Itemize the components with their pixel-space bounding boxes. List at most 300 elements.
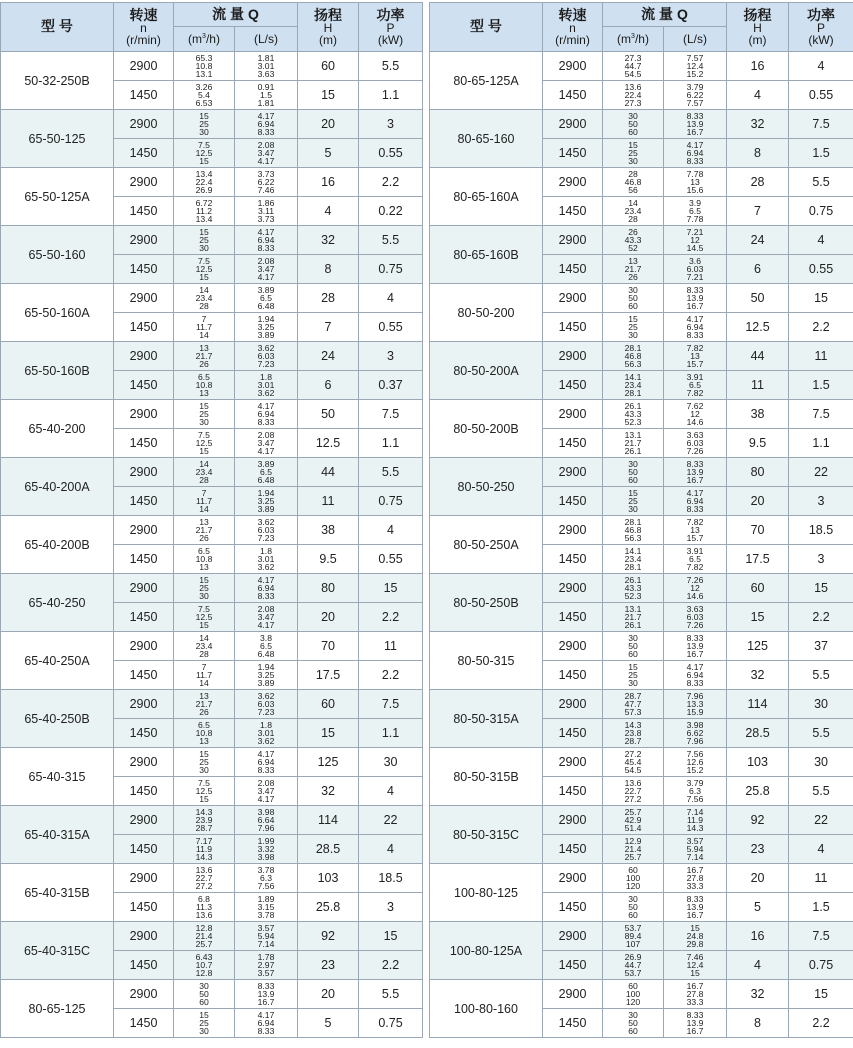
- head-cell: 17.5: [298, 661, 359, 690]
- head-cell: 15: [727, 603, 789, 632]
- flow-value: 14: [199, 330, 209, 340]
- flow-value: 6.94: [257, 757, 275, 767]
- speed-cell: 1450: [543, 1009, 603, 1038]
- flow-value: 3.01: [257, 554, 275, 564]
- flow-value: 13.3: [686, 699, 704, 709]
- flow-value: 1.81: [257, 98, 275, 108]
- flow-value: 14.1: [624, 546, 642, 556]
- model-cell: 100-80-160: [430, 980, 543, 1038]
- flow-ls-cell: [235, 400, 298, 429]
- flow-ls-cell: [235, 864, 298, 893]
- flow-value: 12.5: [195, 264, 213, 274]
- flow-m3h-cell: [174, 893, 235, 922]
- flow-value: 13: [199, 562, 209, 572]
- flow-value: 3.01: [257, 728, 275, 738]
- flow-value: 7.26: [686, 446, 704, 456]
- flow-value: 10.8: [195, 61, 213, 71]
- flow-value: 3.25: [257, 670, 275, 680]
- flow-m3h-cell: [174, 284, 235, 313]
- power-cell: 37: [789, 632, 853, 661]
- flow-value: 6.94: [257, 235, 275, 245]
- flow-value: 27.3: [624, 53, 642, 63]
- head-cell: 20: [727, 864, 789, 893]
- head-cell: 60: [727, 574, 789, 603]
- flow-value: 6.03: [257, 699, 275, 709]
- flow-value: 4.17: [686, 140, 704, 150]
- flow-m3h-cell: [174, 516, 235, 545]
- flow-value: 1.81: [257, 53, 275, 63]
- flow-value: 13: [690, 351, 700, 361]
- speed-cell: 1450: [114, 313, 174, 342]
- head-cell: 32: [727, 980, 789, 1009]
- flow-value: 15: [199, 156, 209, 166]
- flow-value: 50: [628, 293, 638, 303]
- flow-value: 13: [199, 691, 209, 701]
- flow-value: 45.4: [624, 757, 642, 767]
- flow-value: 7.56: [686, 749, 704, 759]
- flow-value: 7.62: [686, 401, 704, 411]
- flow-value: 13.9: [257, 989, 275, 999]
- speed-cell: 2900: [543, 748, 603, 777]
- head-cell: 20: [727, 487, 789, 516]
- model-cell: 65-40-315C: [1, 922, 114, 980]
- flow-value: 6.5: [198, 546, 210, 556]
- flow-value: 14.3: [195, 807, 213, 817]
- flow-ls-cell: [664, 748, 727, 777]
- flow-value: 6.48: [257, 475, 275, 485]
- head-cell: 8: [298, 255, 359, 284]
- model-cell: 65-40-315B: [1, 864, 114, 922]
- flow-m3h-cell: [603, 574, 664, 603]
- model-cell: 65-50-160: [1, 226, 114, 284]
- power-cell: 0.55: [789, 81, 853, 110]
- flow-value: 14: [199, 504, 209, 514]
- flow-ls-cell: [235, 516, 298, 545]
- flow-value: 30: [628, 504, 638, 514]
- flow-value: 6.43: [195, 952, 213, 962]
- flow-value: 13.9: [686, 119, 704, 129]
- head-cell: 6: [727, 255, 789, 284]
- head-cell: 60: [298, 690, 359, 719]
- flow-m3h-cell: [174, 806, 235, 835]
- flow-value: 12.6: [686, 757, 704, 767]
- flow-value: 6.03: [686, 612, 704, 622]
- head-cell: 11: [298, 487, 359, 516]
- flow-value: 12.9: [624, 836, 642, 846]
- head-cell: 24: [298, 342, 359, 371]
- power-cell: 7.5: [789, 110, 853, 139]
- table-row: [1, 52, 423, 81]
- table-row: [430, 226, 853, 255]
- flow-value: 5.94: [257, 931, 275, 941]
- model-cell: 80-50-315A: [430, 690, 543, 748]
- head-cell: 103: [298, 864, 359, 893]
- flow-ls-cell: [235, 342, 298, 371]
- flow-ls-cell: [664, 255, 727, 284]
- power-cell: 5.5: [359, 458, 423, 487]
- flow-value: 16.7: [686, 910, 704, 920]
- head-cell: 125: [298, 748, 359, 777]
- flow-value: 42.9: [624, 815, 642, 825]
- model-cell: 65-50-125A: [1, 168, 114, 226]
- flow-value: 7.96: [257, 823, 275, 833]
- flow-value: 8.33: [257, 591, 275, 601]
- flow-ls-cell: [664, 168, 727, 197]
- flow-value: 14: [199, 633, 209, 643]
- flow-value: 46.8: [624, 177, 642, 187]
- flow-value: 15.9: [686, 707, 704, 717]
- flow-value: 25.7: [624, 852, 642, 862]
- flow-value: 30: [628, 678, 638, 688]
- flow-value: 6.62: [686, 728, 704, 738]
- speed-cell: 1450: [114, 139, 174, 168]
- flow-value: 15: [628, 488, 638, 498]
- flow-value: 4.17: [257, 111, 275, 121]
- table-row: [430, 922, 853, 951]
- flow-value: 21.7: [195, 351, 213, 361]
- flow-value: 28.7: [624, 691, 642, 701]
- flow-ls-cell: [664, 603, 727, 632]
- flow-value: 44.7: [624, 61, 642, 71]
- flow-m3h-cell: [174, 371, 235, 400]
- flow-value: 3.98: [257, 852, 275, 862]
- speed-cell: 2900: [114, 110, 174, 139]
- head-cell: 4: [727, 81, 789, 110]
- speed-cell: 2900: [543, 690, 603, 719]
- flow-value: 3.8: [260, 633, 272, 643]
- flow-ls-cell: [235, 835, 298, 864]
- flow-value: 24.8: [686, 931, 704, 941]
- flow-value: 4.17: [257, 794, 275, 804]
- flow-m3h-cell: [603, 139, 664, 168]
- flow-value: 23.8: [624, 728, 642, 738]
- flow-value: 15.6: [686, 185, 704, 195]
- head-cell: 32: [298, 777, 359, 806]
- power-cell: 2.2: [789, 603, 853, 632]
- flow-value: 30: [628, 285, 638, 295]
- flow-value: 3.47: [257, 438, 275, 448]
- model-cell: 65-40-200B: [1, 516, 114, 574]
- table-row: [1, 400, 423, 429]
- flow-value: 13: [199, 736, 209, 746]
- flow-value: 10.8: [195, 380, 213, 390]
- flow-ls-cell: [664, 458, 727, 487]
- flow-value: 7.46: [257, 185, 275, 195]
- flow-ls-cell: [235, 632, 298, 661]
- flow-value: 11.7: [195, 670, 213, 680]
- head-cell: 9.5: [298, 545, 359, 574]
- speed-cell: 2900: [543, 52, 603, 81]
- flow-value: 30: [628, 1010, 638, 1020]
- speed-cell: 1450: [543, 777, 603, 806]
- head-cell: 5: [298, 139, 359, 168]
- model-cell: 65-40-315A: [1, 806, 114, 864]
- flow-value: 12: [690, 409, 700, 419]
- head-cell: 7: [298, 313, 359, 342]
- head-cell: 20: [298, 980, 359, 1009]
- flow-m3h-cell: [174, 1009, 235, 1038]
- flow-value: 1.99: [257, 836, 275, 846]
- flow-ls-cell: [235, 922, 298, 951]
- flow-ls-cell: [235, 806, 298, 835]
- flow-value: 7.5: [198, 778, 210, 788]
- flow-value: 3.47: [257, 148, 275, 158]
- flow-value: 4.17: [257, 227, 275, 237]
- flow-value: 2.97: [257, 960, 275, 970]
- flow-value: 7.5: [198, 140, 210, 150]
- head-cell: 20: [298, 110, 359, 139]
- flow-m3h-cell: [603, 81, 664, 110]
- speed-cell: 2900: [114, 342, 174, 371]
- flow-value: 28: [628, 214, 638, 224]
- power-cell: 2.2: [359, 951, 423, 980]
- flow-m3h-cell: [174, 603, 235, 632]
- flow-m3h-cell: [174, 168, 235, 197]
- flow-value: 8.33: [257, 765, 275, 775]
- flow-value: 1.5: [260, 90, 272, 100]
- flow-value: 8.33: [257, 127, 275, 137]
- flow-m3h-cell: [174, 255, 235, 284]
- flow-value: 15.2: [686, 765, 704, 775]
- flow-value: 3.78: [257, 910, 275, 920]
- flow-value: 27.2: [195, 881, 213, 891]
- power-cell: 4: [359, 777, 423, 806]
- speed-cell: 2900: [543, 864, 603, 893]
- flow-value: 27.3: [624, 98, 642, 108]
- flow-value: 7.82: [686, 388, 704, 398]
- head-cell: 50: [727, 284, 789, 313]
- table-row: [1, 342, 423, 371]
- flow-value: 14.3: [624, 720, 642, 730]
- flow-ls-cell: [664, 429, 727, 458]
- speed-cell: 2900: [114, 632, 174, 661]
- flow-value: 23.4: [624, 554, 642, 564]
- speed-cell: 2900: [543, 806, 603, 835]
- flow-ls-cell: [664, 545, 727, 574]
- flow-value: 7.17: [195, 836, 213, 846]
- speed-cell: 2900: [114, 226, 174, 255]
- speed-cell: 2900: [543, 400, 603, 429]
- flow-value: 7.96: [686, 736, 704, 746]
- flow-m3h-cell: [603, 719, 664, 748]
- speed-cell: 2900: [114, 284, 174, 313]
- head-cell: 103: [727, 748, 789, 777]
- flow-value: 28.7: [624, 736, 642, 746]
- flow-value: 4.17: [257, 401, 275, 411]
- head-cell: 28: [727, 168, 789, 197]
- flow-value: 2.08: [257, 778, 275, 788]
- flow-ls-cell: [235, 168, 298, 197]
- head-cell: 4: [298, 197, 359, 226]
- flow-value: 15: [690, 968, 700, 978]
- head-cell: 92: [298, 922, 359, 951]
- flow-value: 14: [199, 678, 209, 688]
- flow-value: 51.4: [624, 823, 642, 833]
- flow-value: 13.1: [624, 430, 642, 440]
- speed-cell: 1450: [543, 255, 603, 284]
- flow-value: 12.5: [195, 786, 213, 796]
- flow-value: 3.62: [257, 562, 275, 572]
- flow-value: 57.3: [624, 707, 642, 717]
- flow-ls-cell: [664, 922, 727, 951]
- flow-value: 7.46: [686, 952, 704, 962]
- speed-cell: 1450: [114, 835, 174, 864]
- head-cell: 38: [727, 400, 789, 429]
- flow-value: 3.63: [257, 69, 275, 79]
- power-cell: 15: [789, 980, 853, 1009]
- flow-value: 6.3: [260, 873, 272, 883]
- flow-value: 25.7: [195, 939, 213, 949]
- table-header: [430, 3, 853, 52]
- flow-value: 25: [628, 322, 638, 332]
- table-row: [1, 806, 423, 835]
- flow-m3h-cell: [603, 255, 664, 284]
- flow-m3h-cell: [174, 719, 235, 748]
- flow-value: 7.5: [198, 256, 210, 266]
- flow-ls-cell: [664, 284, 727, 313]
- flow-value: 6.64: [257, 815, 275, 825]
- power-cell: 5.5: [359, 980, 423, 1009]
- flow-m3h-cell: [174, 777, 235, 806]
- model-cell: 80-65-160B: [430, 226, 543, 284]
- flow-ls-cell: [235, 777, 298, 806]
- speed-cell: 2900: [114, 574, 174, 603]
- flow-m3h-header: $(m^3/h)$: [174, 27, 235, 52]
- flow-value: 21.7: [624, 264, 642, 274]
- speed-cell: 2900: [114, 922, 174, 951]
- flow-value: 15: [628, 140, 638, 150]
- flow-m3h-cell: [174, 52, 235, 81]
- flow-value: 3.25: [257, 496, 275, 506]
- flow-value: 6.94: [686, 670, 704, 680]
- head-cell: 32: [298, 226, 359, 255]
- flow-value: 100: [625, 873, 641, 883]
- flow-value: 43.3: [624, 235, 642, 245]
- flow-ls-cell: [235, 487, 298, 516]
- flow-value: 30: [628, 156, 638, 166]
- flow-value: 3.32: [257, 844, 275, 854]
- flow-value: 50: [628, 119, 638, 129]
- flow-value: 25: [199, 235, 209, 245]
- flow-value: 3.89: [257, 504, 275, 514]
- speed-cell: 2900: [543, 516, 603, 545]
- flow-value: 23.9: [195, 815, 213, 825]
- model-cell: 100-80-125: [430, 864, 543, 922]
- flow-value: 3.47: [257, 786, 275, 796]
- flow-m3h-cell: [174, 661, 235, 690]
- power-cell: 5.5: [359, 52, 423, 81]
- flow-value: 26: [628, 272, 638, 282]
- flow-value: 21.7: [624, 612, 642, 622]
- speed-cell: 1450: [114, 777, 174, 806]
- head-cell: 44: [298, 458, 359, 487]
- table-row: [1, 168, 423, 197]
- power-cell: 30: [789, 748, 853, 777]
- flow-value: 3.01: [257, 61, 275, 71]
- speed-cell: 1450: [114, 1009, 174, 1038]
- head-cell: 4: [727, 951, 789, 980]
- flow-value: 50: [628, 902, 638, 912]
- flow-value: 6.94: [686, 496, 704, 506]
- flow-value: 7.57: [686, 98, 704, 108]
- flow-value: 3.15: [257, 902, 275, 912]
- flow-value: 3.62: [257, 388, 275, 398]
- flow-m3h-cell: [603, 110, 664, 139]
- speed-cell: 2900: [543, 980, 603, 1009]
- power-cell: 0.75: [359, 487, 423, 516]
- head-cell: 16: [727, 52, 789, 81]
- flow-value: 3.47: [257, 264, 275, 274]
- flow-ls-cell: [235, 255, 298, 284]
- head-cell: 20: [298, 603, 359, 632]
- flow-ls-cell: [235, 139, 298, 168]
- flow-value: 6.5: [689, 206, 701, 216]
- flow-ls-cell: [664, 632, 727, 661]
- flow-value: 8.33: [686, 633, 704, 643]
- flow-value: 7.96: [686, 691, 704, 701]
- power-cell: 1.5: [789, 371, 853, 400]
- model-cell: 80-65-160: [430, 110, 543, 168]
- speed-header: 转速 n (r/min): [543, 3, 603, 52]
- flow-m3h-cell: [603, 1009, 664, 1038]
- table-row: [1, 690, 423, 719]
- flow-m3h-cell: [174, 545, 235, 574]
- flow-value: 6.5: [689, 554, 701, 564]
- head-cell: 15: [298, 81, 359, 110]
- speed-cell: 1450: [543, 951, 603, 980]
- speed-cell: 2900: [543, 458, 603, 487]
- flow-value: 5.4: [198, 90, 210, 100]
- flow-m3h-cell: [174, 835, 235, 864]
- flow-value: 8.33: [686, 156, 704, 166]
- power-cell: 4: [789, 52, 853, 81]
- flow-value: 25.7: [624, 807, 642, 817]
- head-cell: 80: [727, 458, 789, 487]
- flow-value: 25: [628, 496, 638, 506]
- flow-value: 3.79: [686, 82, 704, 92]
- flow-value: 3.98: [686, 720, 704, 730]
- flow-ls-cell: [664, 516, 727, 545]
- flow-ls-cell: [664, 52, 727, 81]
- power-cell: 30: [789, 690, 853, 719]
- flow-value: 8.33: [686, 111, 704, 121]
- flow-value: 25: [199, 1018, 209, 1028]
- table-row: [1, 748, 423, 777]
- flow-value: 10.8: [195, 554, 213, 564]
- flow-value: 8.33: [686, 504, 704, 514]
- flow-value: 13: [199, 388, 209, 398]
- flow-value: 120: [625, 997, 641, 1007]
- power-cell: 15: [789, 284, 853, 313]
- table-row: [430, 980, 853, 1009]
- flow-value: 50: [628, 641, 638, 651]
- flow-m3h-cell: [603, 951, 664, 980]
- speed-cell: 1450: [543, 371, 603, 400]
- flow-value: 25: [199, 119, 209, 129]
- flow-value: 7.26: [686, 620, 704, 630]
- head-cell: 24: [727, 226, 789, 255]
- flow-value: 6.03: [257, 525, 275, 535]
- flow-value: 6.48: [257, 301, 275, 311]
- flow-m3h-cell: [603, 806, 664, 835]
- flow-value: 1.8: [260, 372, 272, 382]
- flow-value: 26.1: [624, 575, 642, 585]
- flow-value: 26: [199, 707, 209, 717]
- power-cell: 2.2: [789, 1009, 853, 1038]
- head-cell: 114: [298, 806, 359, 835]
- power-header: 功率 P (kW): [789, 3, 853, 52]
- flow-value: 6.94: [257, 583, 275, 593]
